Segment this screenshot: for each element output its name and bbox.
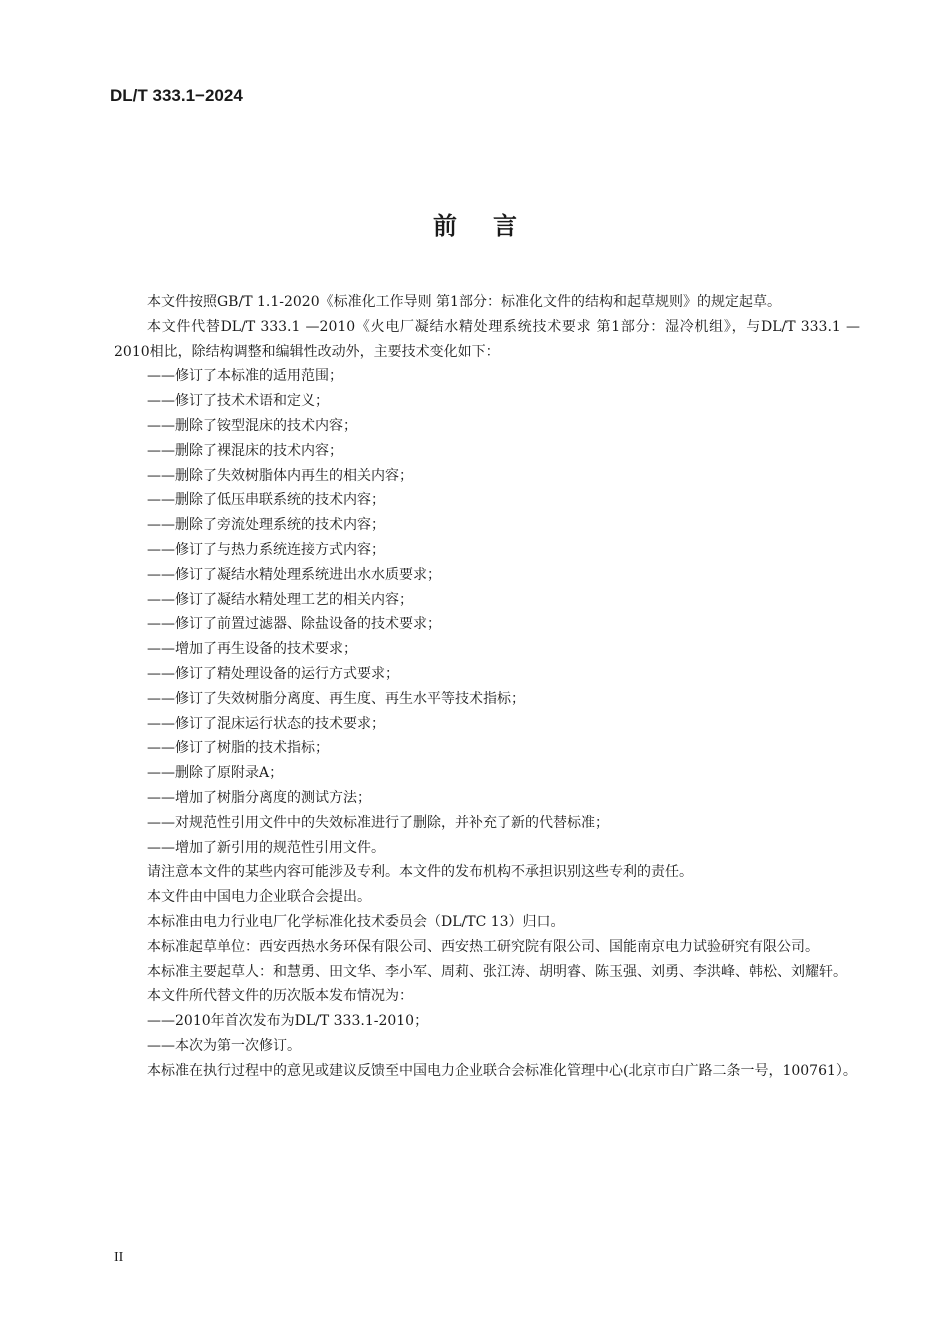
list-item: ——增加了树脂分离度的测试方法； (147, 789, 371, 806)
list-item: ——本次为第一次修订。 (147, 1037, 301, 1054)
list-item: ——删除了原附录A； (147, 765, 284, 782)
list-item: ——删除了失效树脂体内再生的相关内容； (147, 467, 413, 484)
list-item: ——删除了铵型混床的技术内容； (147, 417, 357, 434)
paragraph-drafting-units: 本标准起草单位：西安西热水务环保有限公司、西安热工研究院有限公司、国能南京电力试验研究有限公司。 (147, 938, 819, 955)
paragraph-replacement: 本文件代替DL/T 333.1 —2010《火电厂凝结水精处理系统技术要求 第1部分：湿冷机组》，与DL/T 333.1 —2010相比，除结构调整和编辑性改动外，主要技术变化如下： (114, 318, 860, 360)
list-item: ——修订了精处理设备的运行方式要求； (147, 665, 399, 682)
list-item: ——删除了裸混床的技术内容； (147, 442, 343, 459)
list-item: ——增加了再生设备的技术要求； (147, 641, 357, 658)
list-item: ——对规范性引用文件中的失效标准进行了删除，并补充了新的代替标准； (147, 814, 609, 831)
list-item: ——2010年首次发布为DL/T 333.1-2010； (147, 1013, 429, 1030)
list-item: ——修订了前置过滤器、除盐设备的技术要求； (147, 616, 441, 633)
list-item: ——修订了混床运行状态的技术要求； (147, 715, 385, 732)
list-item: ——删除了低压串联系统的技术内容； (147, 492, 385, 509)
list-item: ——修订了技术术语和定义； (147, 393, 329, 410)
paragraph-committee: 本标准由电力行业电厂化学标准化技术委员会（DL/TC 13）归口。 (147, 913, 565, 930)
page-title: 前言 (433, 212, 553, 240)
list-item: ——修订了与热力系统连接方式内容； (147, 541, 385, 558)
paragraph-drafters: 本标准主要起草人：和慧勇、田文华、李小军、周莉、张江涛、胡明睿、陈玉强、刘勇、李洪峰、韩松、刘耀轩。 (147, 963, 847, 980)
paragraph-feedback: 本标准在执行过程中的意见或建议反馈至中国电力企业联合会标准化管理中心(北京市白广路二条一号，100761）。 (147, 1062, 857, 1079)
list-item: ——修订了本标准的适用范围； (147, 368, 343, 385)
paragraph-history-intro: 本文件所代替文件的历次版本发布情况为： (147, 988, 413, 1005)
document-code: DL/T 333.1−2024 (110, 86, 243, 105)
paragraph-proposer: 本文件由中国电力企业联合会提出。 (147, 889, 371, 906)
page-number: II (114, 1250, 124, 1265)
list-item: ——修订了凝结水精处理工艺的相关内容； (147, 591, 413, 608)
list-item: ——删除了旁流处理系统的技术内容； (147, 517, 385, 534)
paragraph-basis: 本文件按照GB/T 1.1-2020《标准化工作导则 第1部分：标准化文件的结构和起草规则》的规定起草。 (147, 294, 781, 310)
changes-list (114, 364, 860, 860)
history-list (114, 1009, 860, 1059)
list-item: ——修订了凝结水精处理系统进出水水质要求； (147, 566, 441, 583)
list-item: ——增加了新引用的规范性引用文件。 (147, 839, 385, 856)
list-item: ——修订了树脂的技术指标； (147, 740, 329, 757)
foreword-body (114, 290, 860, 1084)
paragraph-patent-notice: 请注意本文件的某些内容可能涉及专利。本文件的发布机构不承担识别这些专利的责任。 (147, 864, 693, 881)
list-item: ——修订了失效树脂分离度、再生度、再生水平等技术指标； (147, 690, 525, 707)
